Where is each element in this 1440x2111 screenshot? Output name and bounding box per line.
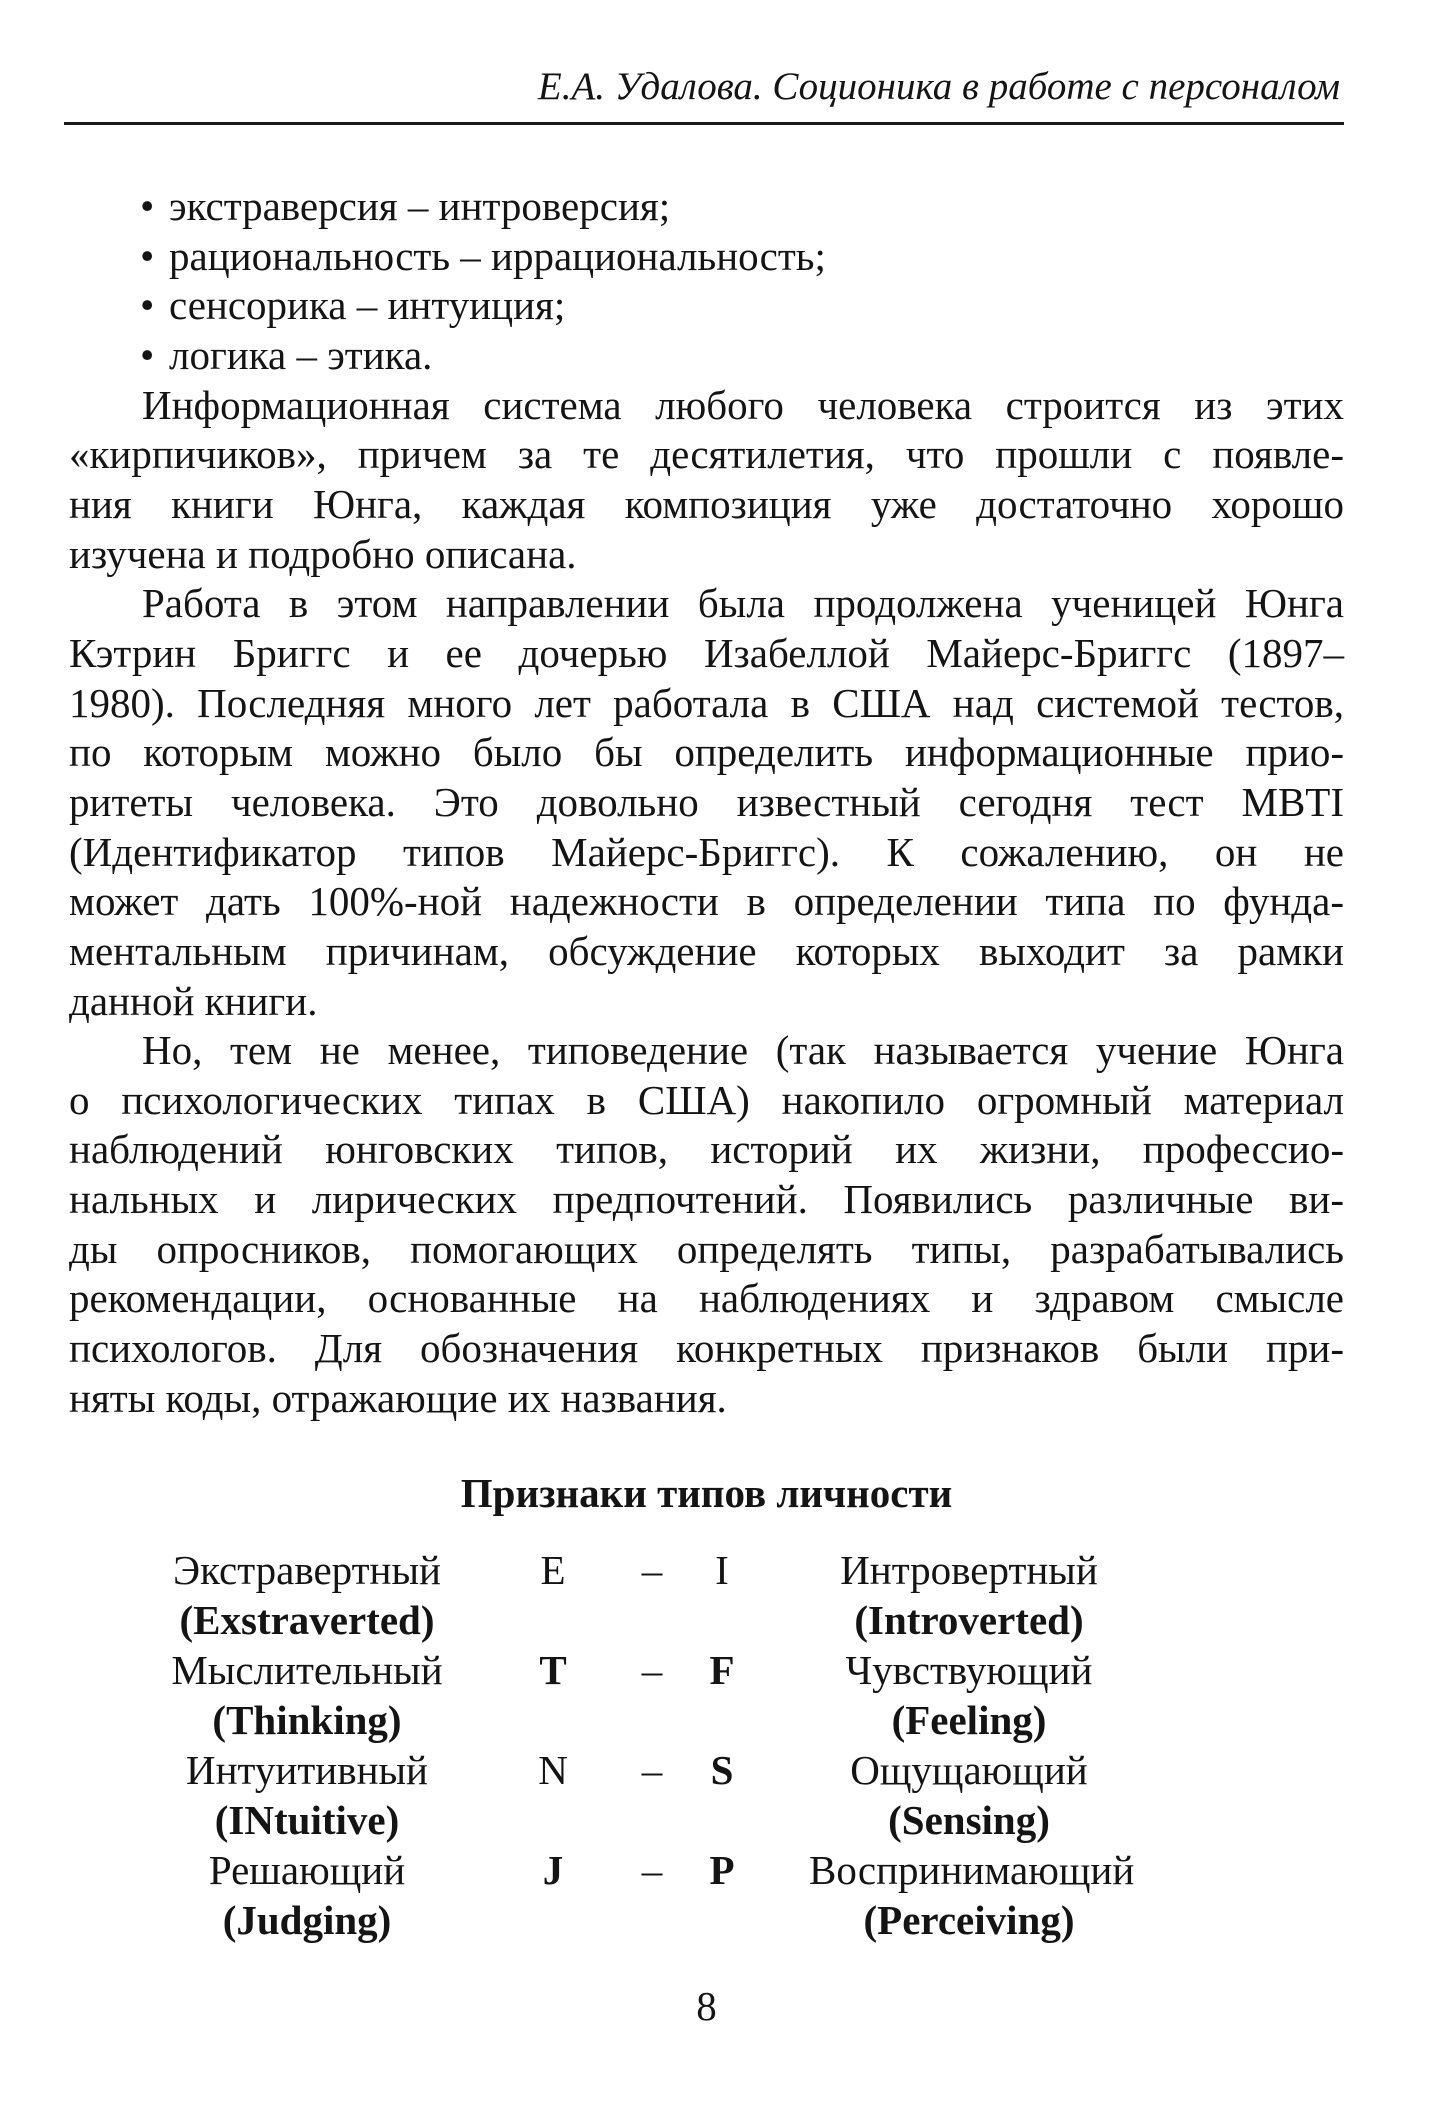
trait-code-right: S <box>710 1747 734 1793</box>
bullet-marker: • <box>140 331 155 378</box>
table-row-en <box>0 1695 1440 1745</box>
paragraph-line: данной книги. <box>69 977 318 1024</box>
paragraph-line: Кэтрин Бриггс и ее дочерью Изабеллой Майерс-Бриггс (1897– <box>69 629 1344 676</box>
trait-right-en: (Perceiving) <box>863 1897 1075 1943</box>
trait-code-left: J <box>542 1847 564 1893</box>
trait-right-ru: Интровертный <box>840 1547 1098 1593</box>
paragraph-line: Но, тем не менее, типоведение (так называется учение Юнга <box>142 1027 1344 1074</box>
paragraph-line: ды опросников, помогающих определять типы, разрабатывались <box>69 1225 1344 1272</box>
trait-right-en: (Introverted) <box>854 1597 1084 1643</box>
trait-code-left: N <box>538 1747 568 1793</box>
trait-right-ru: Воспринимающий <box>809 1847 1135 1893</box>
trait-code-left: E <box>540 1547 566 1593</box>
table-row <box>0 1545 1440 1595</box>
bullet-item <box>69 232 1344 282</box>
paragraph-line: ния книги Юнга, каждая композиция уже достаточно хорошо <box>69 480 1344 527</box>
paragraph-line: о психологических типах в США) накопило огромный материал <box>69 1076 1344 1123</box>
running-title: Е.А. Удалова. Соционика в работе с персоналом <box>537 65 1340 108</box>
paragraph-line: рекомендации, основанные на наблюдениях и здравом смысле <box>69 1275 1344 1322</box>
bullet-item <box>69 331 1344 381</box>
paragraph-line: может дать 100%-ной надежности в определении типа по фунда- <box>69 878 1344 925</box>
paragraph-line: нальных и лирических предпочтений. Появились различные ви- <box>69 1176 1344 1223</box>
bullet-text: логика – этика. <box>169 331 433 378</box>
table-title: Признаки типов личности <box>460 1470 953 1516</box>
trait-dash: – <box>641 1847 663 1893</box>
trait-left-en: (Exstraverted) <box>179 1597 435 1643</box>
trait-left-ru: Интуитивный <box>185 1747 429 1793</box>
trait-left-ru: Решающий <box>208 1847 406 1893</box>
body-text <box>69 182 1344 1423</box>
trait-right-en: (Feeling) <box>891 1697 1047 1743</box>
trait-code-right: F <box>709 1647 735 1693</box>
trait-right-ru: Ощущающий <box>850 1747 1088 1793</box>
paragraph-line: Информационная система любого человека строится из этих <box>142 381 1344 428</box>
paragraph-line: няты коды, отражающие их названия. <box>69 1374 727 1421</box>
paragraph-line: 1980). Последняя много лет работала в США над системой тестов, <box>69 679 1344 726</box>
trait-right-ru: Чувствующий <box>845 1647 1093 1693</box>
paragraph-line: ментальным причинам, обсуждение которых выходит за рамки <box>69 927 1344 974</box>
bullet-marker: • <box>140 282 155 329</box>
trait-right-en: (Sensing) <box>888 1797 1050 1843</box>
trait-dash: – <box>641 1647 663 1693</box>
trait-left-ru: Экстравертный <box>173 1547 441 1593</box>
table-row <box>0 1745 1440 1795</box>
bullet-marker: • <box>140 232 155 279</box>
bullet-item <box>69 281 1344 331</box>
bullet-text: экстраверсия – интроверсия; <box>169 183 671 229</box>
paragraph-line: ритеты человека. Это довольно известный сегодня тест MBTI <box>69 778 1344 825</box>
paragraph-line: (Идентификатор типов Майерс-Бриггс). К сожалению, он не <box>69 828 1344 875</box>
table-row-en <box>0 1595 1440 1645</box>
paragraph-line: наблюдений юнговских типов, историй их жизни, профессио- <box>69 1126 1344 1173</box>
trait-left-en: (Thinking) <box>212 1697 402 1743</box>
trait-left-en: (Judging) <box>222 1897 392 1943</box>
table-row <box>0 1645 1440 1695</box>
table-row <box>0 1845 1440 1895</box>
table-row-en <box>0 1895 1440 1945</box>
bullet-text: рациональность – иррациональность; <box>169 232 826 279</box>
paragraph-line: Работа в этом направлении была продолжена ученицей Юнга <box>142 580 1344 627</box>
trait-dash: – <box>641 1547 663 1593</box>
trait-code-right: I <box>715 1547 729 1593</box>
bullet-item <box>69 182 1344 232</box>
bullet-text: сенсорика – интуиция; <box>169 282 566 329</box>
trait-left-ru: Мыслительный <box>171 1647 443 1693</box>
paragraph-line: по которым можно было бы определить информационные прио- <box>69 729 1344 776</box>
paragraph-line: «кирпичиков», причем за те десятилетия, что прошли с появле- <box>69 431 1344 478</box>
trait-dash: – <box>641 1747 663 1793</box>
trait-left-en: (INtuitive) <box>214 1797 400 1843</box>
paragraph-line: психологов. Для обозначения конкретных признаков были при- <box>69 1325 1344 1372</box>
header-rule <box>64 122 1344 125</box>
table-row-en <box>0 1795 1440 1845</box>
page-number: 8 <box>696 1983 717 2029</box>
trait-code-left: T <box>539 1647 567 1693</box>
trait-code-right: P <box>709 1847 735 1893</box>
paragraph-line: изучена и подробно описана. <box>69 530 577 577</box>
bullet-marker: • <box>140 183 155 229</box>
